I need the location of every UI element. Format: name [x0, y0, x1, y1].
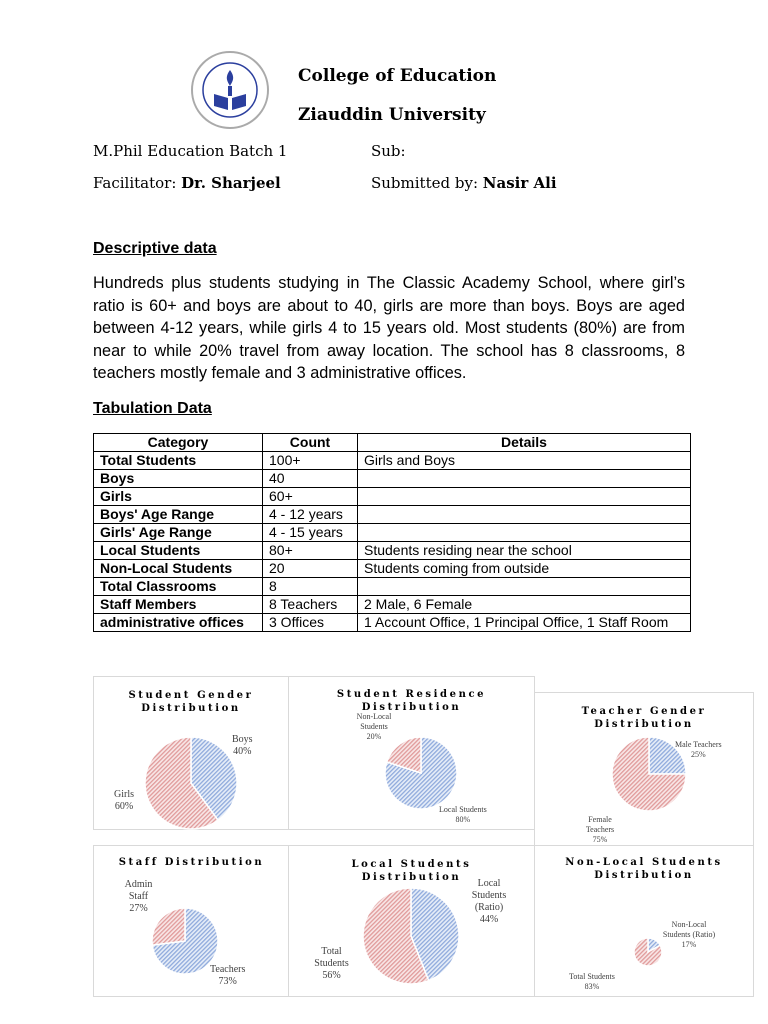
data-label: Local Students 80% [439, 805, 487, 824]
count-cell: 20 [263, 560, 358, 578]
table-row [94, 596, 691, 614]
details-cell: Students coming from outside [358, 560, 691, 578]
chart-staff [93, 845, 290, 997]
table-row [94, 542, 691, 560]
chart-local-students [288, 845, 535, 997]
subject-label: Sub: [371, 142, 406, 160]
category-cell: Boys [94, 470, 263, 488]
chart-student-residence [288, 676, 535, 830]
chart-title: Non-Local Students Distribution [565, 857, 723, 881]
data-label: Non-Local Students 20% [356, 712, 392, 741]
data-label: Non-Local Students (Ratio) 17% [662, 920, 716, 949]
details-cell [358, 524, 691, 542]
tabulation-table [93, 433, 691, 632]
chart-teacher-gender [534, 692, 754, 847]
table-row [94, 470, 691, 488]
facilitator-name: Dr. Sharjeel [181, 174, 281, 192]
category-cell: Non-Local Students [94, 560, 263, 578]
college-name: College of Education [298, 66, 497, 86]
table-row [94, 524, 691, 542]
pie-chart [535, 693, 753, 846]
table-row [94, 452, 691, 470]
table-row [94, 488, 691, 506]
count-cell: 4 - 15 years [263, 524, 358, 542]
count-cell: 60+ [263, 488, 358, 506]
category-cell: Local Students [94, 542, 263, 560]
details-cell [358, 506, 691, 524]
chart-title: Staff Distribution [118, 857, 265, 868]
count-cell: 8 Teachers [263, 596, 358, 614]
descriptive-heading: Descriptive data [93, 240, 217, 257]
facilitator-line [93, 174, 281, 192]
category-cell: Total Students [94, 452, 263, 470]
count-cell: 8 [263, 578, 358, 596]
table-row [94, 560, 691, 578]
count-cell: 4 - 12 years [263, 506, 358, 524]
pie-chart [535, 846, 753, 996]
details-cell: Girls and Boys [358, 452, 691, 470]
category-cell: Boys' Age Range [94, 506, 263, 524]
data-label: Total Students 83% [569, 972, 615, 991]
column-header: Details [358, 434, 691, 452]
data-label: Admin Staff 27% [124, 879, 153, 914]
category-cell: Girls' Age Range [94, 524, 263, 542]
table-row [94, 506, 691, 524]
category-cell: administrative offices [94, 614, 263, 632]
details-cell: Students residing near the school [358, 542, 691, 560]
college-logo [190, 50, 270, 130]
chart-student-gender [93, 676, 289, 830]
details-cell [358, 578, 691, 596]
chart-non-local-students [534, 845, 754, 997]
details-cell: 2 Male, 6 Female [358, 596, 691, 614]
batch-label: M.Phil Education Batch 1 [93, 142, 288, 160]
table-header-row [94, 434, 691, 452]
details-cell [358, 488, 691, 506]
count-cell: 100+ [263, 452, 358, 470]
category-cell: Staff Members [94, 596, 263, 614]
table-row [94, 614, 691, 632]
descriptive-paragraph: Hundreds plus students studying in The Classic Academy School, where girl’s ratio is 60+ and boys are about to 40, girls are more than boys. Boys are aged between 4-12 years, while girls 4 to 15 years old. Most students (80%) are from near to while 20% travel from away location. The school has 8 classrooms, 8 teachers mostly female and 3 administrative offices. [93, 274, 685, 382]
count-cell: 40 [263, 470, 358, 488]
data-label: Teachers 73% [210, 964, 246, 987]
data-label: Female Teachers 75% [585, 815, 615, 844]
tabulation-heading: Tabulation Data [93, 400, 212, 417]
details-cell: 1 Account Office, 1 Principal Office, 1 Staff Room [358, 614, 691, 632]
data-label: Local Students (Ratio) 44% [471, 878, 507, 925]
data-label: Girls 60% [114, 789, 134, 812]
university-name: Ziauddin University [298, 105, 486, 125]
column-header: Category [94, 434, 263, 452]
data-label: Boys 40% [232, 734, 253, 757]
data-label: Total Students 56% [314, 946, 349, 981]
chart-title: Student Gender Distribution [128, 690, 254, 714]
facilitator-label: Facilitator: [93, 174, 177, 192]
submitted-line [371, 174, 557, 192]
pie-chart [289, 677, 534, 829]
submitted-label: Submitted by: [371, 174, 478, 192]
pie-chart [94, 846, 289, 996]
category-cell: Girls [94, 488, 263, 506]
chart-title: Student Residence Distribution [336, 689, 487, 713]
submitted-name: Nasir Ali [482, 174, 557, 192]
count-cell: 3 Offices [263, 614, 358, 632]
column-header: Count [263, 434, 358, 452]
table-row [94, 578, 691, 596]
details-cell [358, 470, 691, 488]
count-cell: 80+ [263, 542, 358, 560]
data-label: Male Teachers 25% [675, 740, 722, 759]
category-cell: Total Classrooms [94, 578, 263, 596]
chart-title: Teacher Gender Distribution [581, 706, 707, 730]
chart-title: Local Students Distribution [351, 859, 472, 883]
